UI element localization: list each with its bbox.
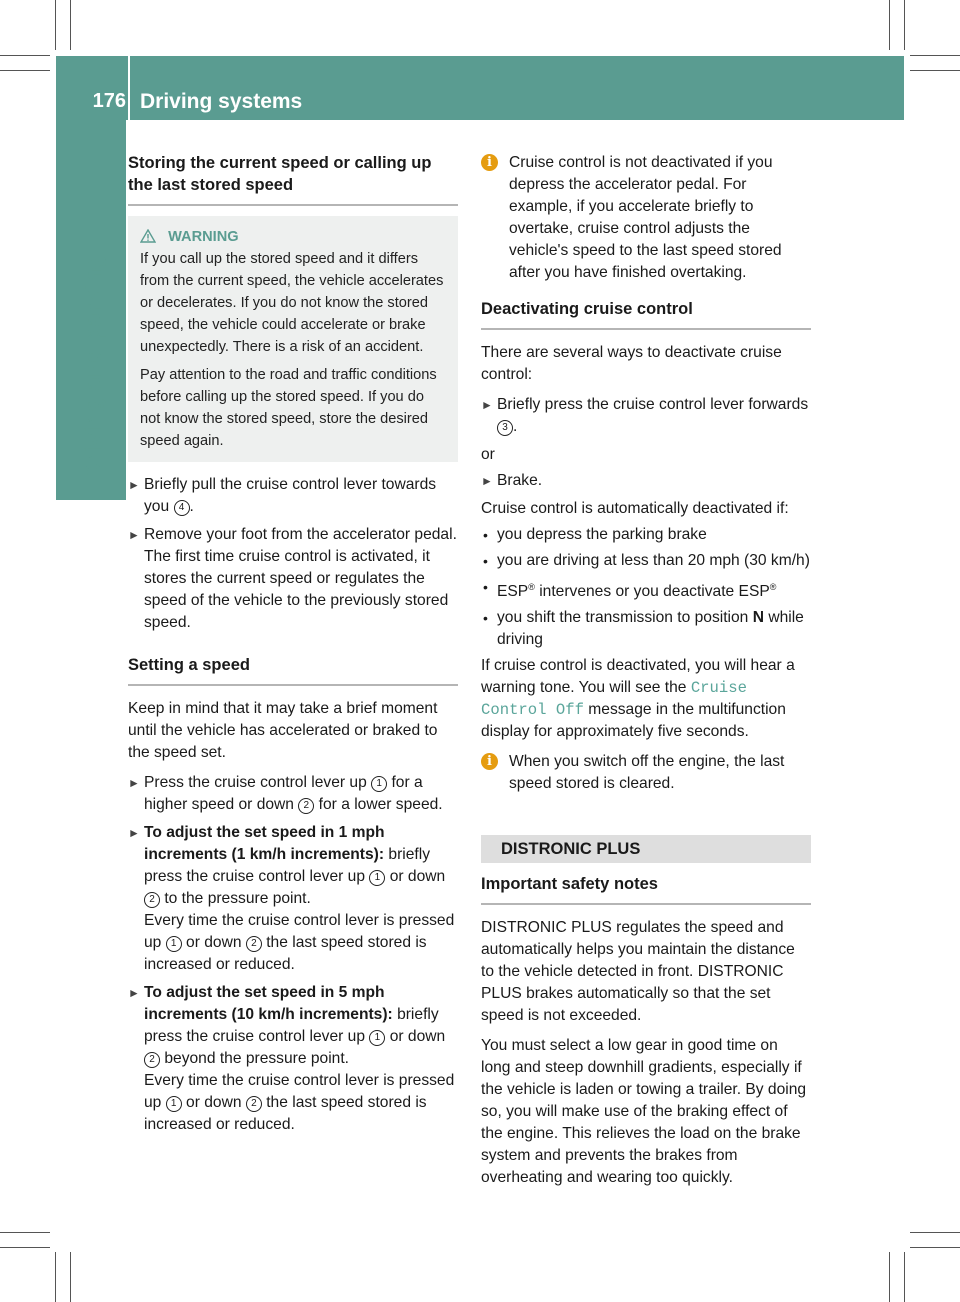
warning-box: [128, 216, 458, 462]
list-item: • you depress the parking brake: [481, 524, 811, 546]
instruction-step: ► To adjust the set speed in 1 mph increments (1 km/h increments): briefly press the cruise control lever up 1 or down 2 to the pressure point. Every time the cruise control lever is pressed up 1 or down 2 the last speed stored is increased or reduced.: [128, 824, 455, 973]
crop-mark: [0, 1247, 50, 1248]
paragraph: There are several ways to deactivate cruise control:: [481, 344, 782, 383]
bullet-icon: •: [483, 610, 488, 627]
callout-number: 3: [497, 420, 513, 436]
callout-number: 1: [369, 1030, 385, 1046]
crop-mark: [910, 1232, 960, 1233]
instruction-step: ► Press the cruise control lever up 1 for a higher speed or down 2 for a lower speed.: [128, 774, 443, 813]
step-arrow-icon: ►: [481, 474, 493, 488]
right-column: [481, 152, 811, 1197]
instruction-step: ► Remove your foot from the accelerator pedal. The first time cruise control is activated, it stores the current speed or regulates the speed of the vehicle to the previously stored speed.: [128, 526, 457, 631]
callout-number: 2: [298, 798, 314, 814]
paragraph: Cruise control is automatically deactivated if:: [481, 500, 789, 517]
section-heading: Setting a speed: [128, 654, 458, 686]
step-arrow-icon: ►: [128, 528, 140, 542]
step-arrow-icon: ►: [128, 776, 140, 790]
header-divider: [128, 56, 130, 120]
step-arrow-icon: ►: [128, 478, 140, 492]
instruction-step: ► To adjust the set speed in 5 mph increments (10 km/h increments): briefly press the cruise control lever up 1 or down 2 beyond the pressure point. Every time the cruise control lever is pressed up 1 or down 2 the last speed stored is increased or reduced.: [128, 984, 455, 1133]
chapter-heading: DISTRONIC PLUS: [481, 835, 811, 863]
crop-mark: [904, 1252, 905, 1302]
instruction-step: ► Brake.: [481, 470, 811, 492]
section-title: Driving systems: [140, 90, 303, 113]
instruction-step: ► Briefly press the cruise control lever forwards 3 .: [481, 396, 809, 435]
info-note: i Cruise control is not deactivated if you depress the accelerator pedal. For example, if you accelerate briefly to overtake, cruise control adjusts the vehicle's speed to the last speed stored after you have finished overtaking.: [481, 152, 811, 284]
crop-mark: [70, 1252, 71, 1302]
crop-mark: [910, 1247, 960, 1248]
callout-number: 4: [174, 500, 190, 516]
list-item: • you are driving at less than 20 mph (30 km/h): [481, 550, 811, 572]
warning-title: WARNING: [168, 229, 239, 245]
crop-mark: [910, 70, 960, 71]
paragraph: You must select a low gear in good time on long and steep downhill gradients, especially if the vehicle is laden or towing a trailer. By doing so, you will make use of the braking effect of the engine. This relieves the load on the brake system and prevents the brakes from overheating and wearing too quickly.: [481, 1037, 807, 1187]
crop-mark: [889, 0, 890, 50]
paragraph: Keep in mind that it may take a brief moment until the vehicle has accelerated or braked to the speed set.: [128, 700, 438, 761]
crop-mark: [0, 55, 50, 56]
info-icon: i: [481, 154, 498, 171]
bullet-icon: •: [483, 553, 488, 569]
display-message: Cruise Control Off: [481, 679, 747, 720]
info-note: i When you switch off the engine, the last speed stored is cleared.: [481, 751, 811, 795]
callout-number: 1: [166, 1096, 182, 1112]
list-item: • you shift the transmission to position N while driving: [483, 609, 804, 649]
callout-number: 2: [246, 1096, 262, 1112]
info-icon: i: [481, 753, 498, 770]
page-number: 176: [92, 90, 126, 112]
chapter-label: Driving and parking: [80, 254, 107, 480]
section-heading: Important safety notes: [481, 873, 811, 905]
instruction-step: ► Briefly pull the cruise control lever towards you 4 .: [128, 476, 437, 515]
warning-triangle-icon: [140, 229, 156, 243]
callout-number: 2: [144, 892, 160, 908]
crop-mark: [0, 70, 50, 71]
callout-number: 1: [371, 776, 387, 792]
step-arrow-icon: ►: [128, 826, 140, 840]
crop-mark: [889, 1252, 890, 1302]
callout-number: 2: [144, 1052, 160, 1068]
bullet-icon: •: [483, 579, 488, 595]
step-arrow-icon: ►: [128, 986, 140, 1000]
paragraph: DISTRONIC PLUS regulates the speed and automatically helps you maintain the distance to the vehicle detected in front. DISTRONIC PLUS brakes automatically so that the set speed is not exceeded.: [481, 919, 795, 1025]
warning-text: Pay attention to the road and traffic conditions before calling up the stored speed. If you do not know the stored speed, store the desired speed again.: [140, 367, 437, 449]
callout-number: 2: [246, 936, 262, 952]
crop-mark: [55, 0, 56, 50]
crop-mark: [910, 55, 960, 56]
crop-mark: [70, 0, 71, 50]
left-column: [128, 152, 458, 1142]
paragraph: or: [481, 446, 495, 463]
crop-mark: [0, 1232, 50, 1233]
paragraph: If cruise control is deactivated, you will hear a warning tone. You will see the Cruise Control Off message in the multifunction display for approximately five seconds.: [481, 657, 795, 741]
step-arrow-icon: ►: [481, 398, 493, 412]
bullet-icon: •: [483, 527, 488, 543]
crop-mark: [55, 1252, 56, 1302]
callout-number: 1: [369, 870, 385, 886]
list-item: • ESP® intervenes or you deactivate ESP®: [481, 576, 811, 603]
callout-number: 1: [166, 936, 182, 952]
warning-text: If you call up the stored speed and it differs from the current speed, the vehicle accelerates or decelerates. If you do not know the stored speed, the vehicle could accelerate or brake unexpectedly. There is a risk of an accident.: [140, 251, 444, 355]
section-heading: Deactivating cruise control: [481, 298, 811, 330]
crop-mark: [904, 0, 905, 50]
warning-header: [140, 226, 448, 248]
section-heading: Storing the current speed or calling up the last stored speed: [128, 152, 458, 206]
